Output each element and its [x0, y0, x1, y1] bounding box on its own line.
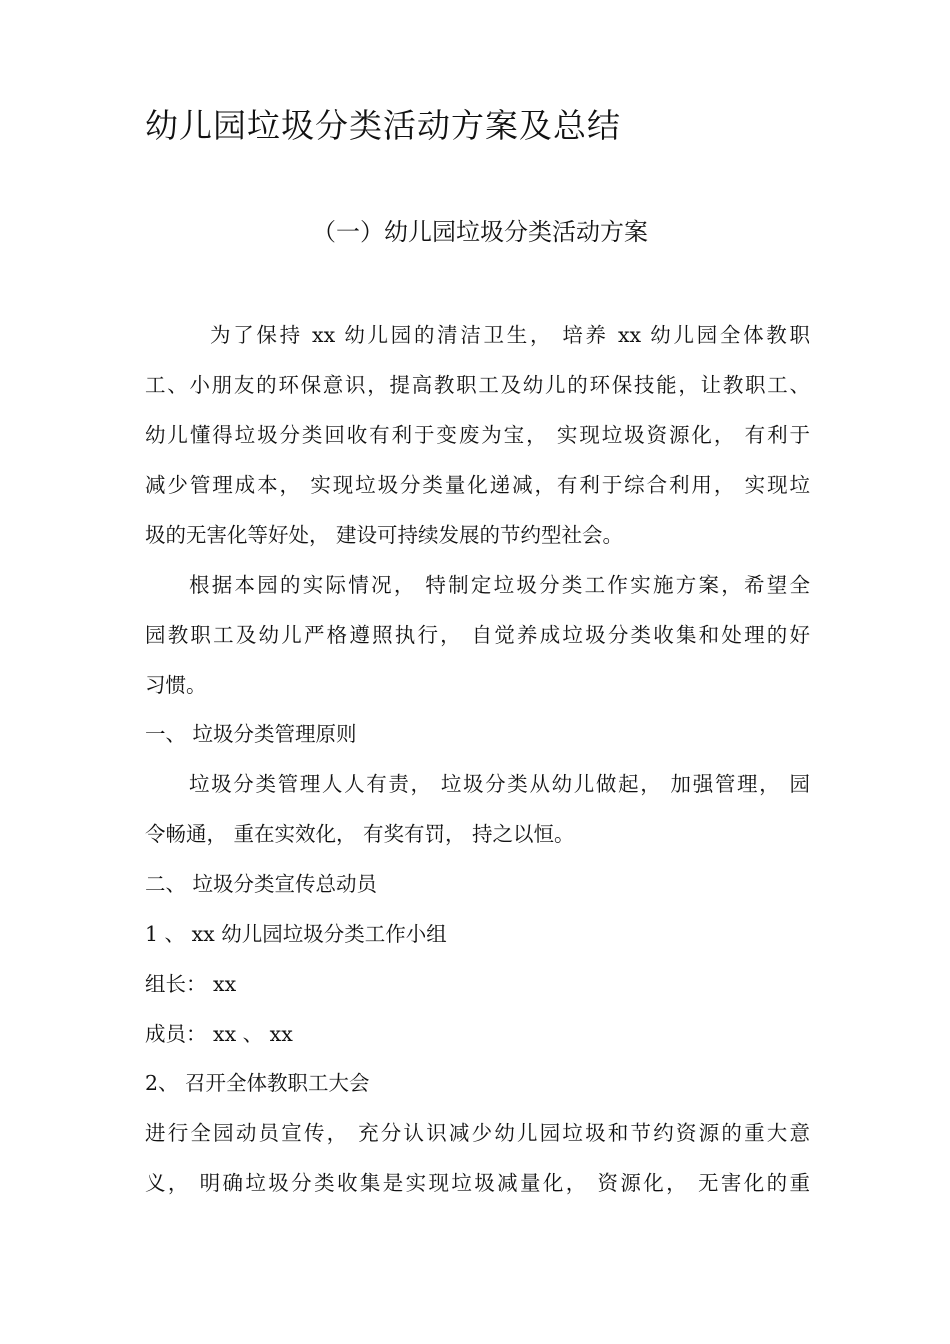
section1-line: 垃圾分类管理人人有责， 垃圾分类从幼儿做起， 加强管理， 园 [189, 772, 810, 796]
section-heading: 一、 垃圾分类管理原则 [145, 722, 357, 746]
section1-line: 令畅通， 重在实效化， 有奖有罚， 持之以恒。 [145, 822, 575, 846]
intro-line: 减少管理成本， 实现垃圾分类量化递减，有利于综合利用， 实现垃 [145, 473, 810, 497]
intro-line: 幼儿懂得垃圾分类回收有利于变废为宝， 实现垃圾资源化， 有利于 [145, 423, 810, 447]
basis-line: 根据本园的实际情况， 特制定垃圾分类工作实施方案，希望全 [189, 573, 810, 597]
document-subtitle: （一）幼儿园垃圾分类活动方案 [312, 218, 648, 246]
item-heading: 2、 召开全体教职工大会 [145, 1071, 370, 1095]
item-heading: 1 、 xx 幼儿园垃圾分类工作小组 [145, 922, 447, 946]
intro-line: 圾的无害化等好处， 建设可持续发展的节约型社会。 [145, 523, 624, 547]
intro-line: 为了保持 xx 幼儿园的清洁卫生， 培养 xx 幼儿园全体教职 [210, 323, 810, 347]
section-heading: 二、 垃圾分类宣传总动员 [145, 872, 378, 896]
item2-line: 进行全园动员宣传， 充分认识减少幼儿园垃圾和节约资源的重大意 [145, 1121, 810, 1145]
basis-line: 习惯。 [145, 673, 207, 697]
item2-line: 义， 明确垃圾分类收集是实现垃圾减量化， 资源化， 无害化的重 [145, 1171, 810, 1195]
intro-line: 工、小朋友的环保意识，提高教职工及幼儿的环保技能，让教职工、 [145, 373, 810, 397]
members-line: 成员： xx 、 xx [145, 1022, 293, 1046]
document-title: 幼儿园垃圾分类活动方案及总结 [145, 106, 621, 145]
leader-line: 组长： xx [145, 972, 237, 996]
basis-line: 园教职工及幼儿严格遵照执行， 自觉养成垃圾分类收集和处理的好 [145, 623, 810, 647]
